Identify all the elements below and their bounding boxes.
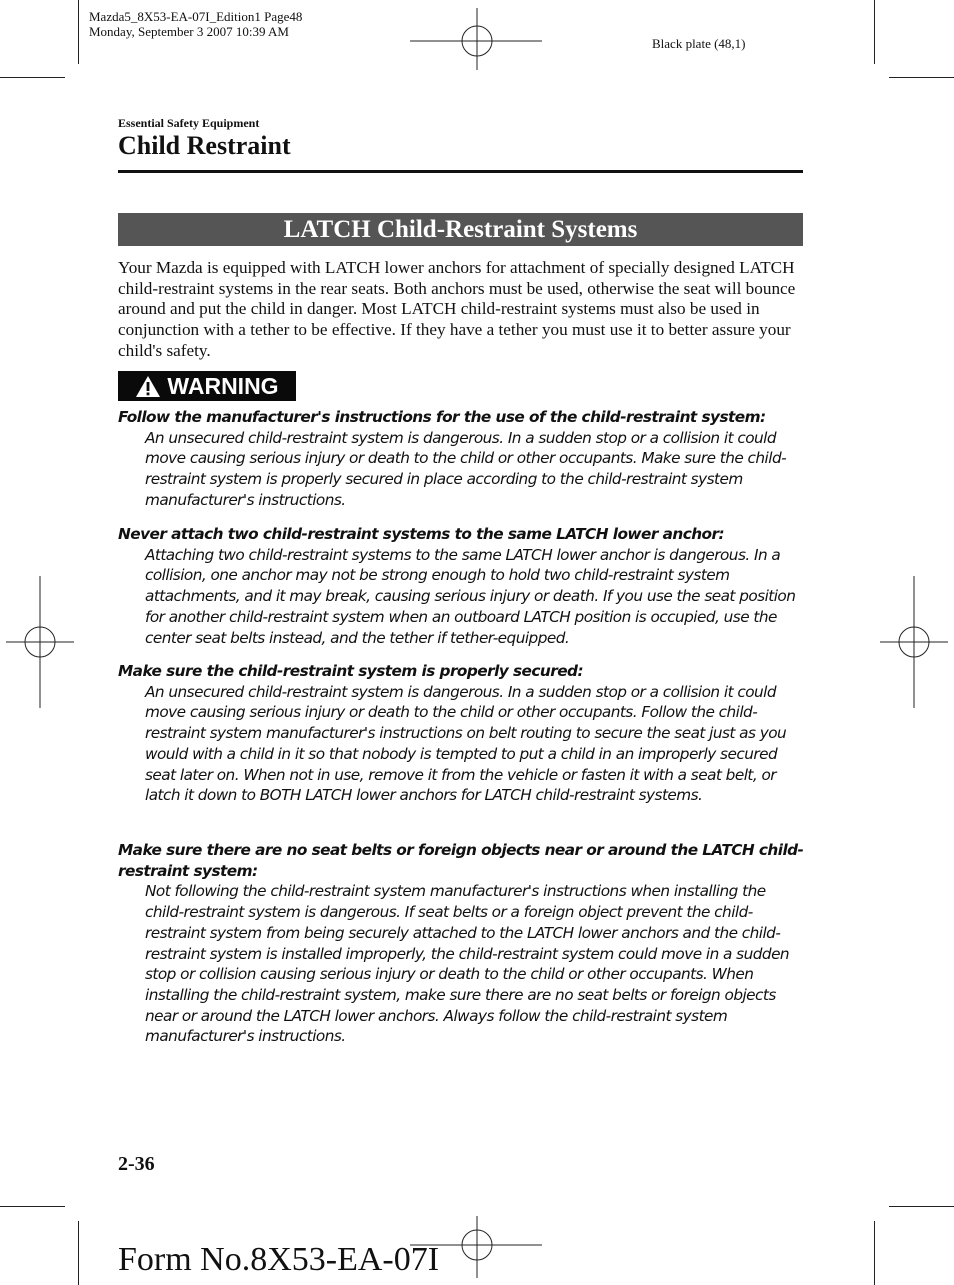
warning-heading: Make sure there are no seat belts or foreign objects near or around the LATCH child-restraint system: [118, 841, 804, 880]
warning-triangle-icon [135, 375, 161, 398]
warning-heading: Never attach two child-restraint systems to the same LATCH lower anchor: [118, 525, 725, 543]
warning-heading: Make sure the child-restraint system is properly secured: [118, 662, 584, 680]
crop-mark [78, 1221, 79, 1285]
form-number: Form No.8X53-EA-07I [118, 1241, 440, 1278]
chapter-title: Child Restraint [118, 131, 291, 160]
warning-item [118, 407, 808, 511]
print-plate: Black plate (48,1) [652, 36, 746, 51]
warning-item [118, 524, 808, 648]
crop-mark [874, 0, 875, 64]
registration-mark-icon [878, 576, 950, 708]
section-heading: LATCH Child-Restraint Systems [118, 213, 803, 246]
intro-paragraph: Your Mazda is equipped with LATCH lower anchors for attachment of specially designed LATCH child-restraint systems in the rear seats. Both anchors must be used, otherwise the seat will bounce around and put the child in danger. Most LATCH child-restraint systems must also be used in conjunction with a tether to be effective. If they have a tether you must use it to better assure your child's safety. [118, 258, 796, 360]
registration-mark-icon [4, 576, 76, 708]
crop-mark [78, 0, 79, 64]
section-label: Essential Safety Equipment [118, 116, 260, 130]
crop-mark [889, 77, 954, 78]
registration-mark-icon [410, 4, 542, 74]
title-rule [118, 170, 803, 173]
crop-mark [0, 1206, 65, 1207]
warning-badge [118, 371, 296, 401]
warning-heading: Follow the manufacturer's instructions for the use of the child-restraint system: [118, 408, 766, 426]
warning-body: Not following the child-restraint system manufacturer's instructions when installing the child-restraint system is dangerous. If seat belts or a foreign object prevent the child-restraint system from being securely attached to the LATCH lower anchors and the child-restraint system is installed improperly, the child-restraint system could move in a sudden stop or collision causing serious injury or death to the child or other occupants. When installing the child-restraint system, make sure there are no seat belts or foreign objects near or around the LATCH lower anchors. Always follow the child-restraint system manufacturer's instructions. [145, 882, 790, 1046]
print-file-line: Mazda5_8X53-EA-07I_Edition1 Page48 [89, 9, 303, 24]
warning-item [118, 661, 808, 806]
page-number: 2-36 [118, 1153, 155, 1175]
crop-mark [874, 1221, 875, 1285]
crop-mark [0, 77, 65, 78]
print-date-line: Monday, September 3 2007 10:39 AM [89, 24, 289, 39]
crop-mark [889, 1206, 954, 1207]
warning-item [118, 840, 808, 1047]
warning-body: An unsecured child-restraint system is dangerous. In a sudden stop or a collision it could move causing serious injury or death to the child or other occupants. Follow the child-restraint system manufacturer's instructions on belt routing to secure the seat just as you would with a child in it so that nobody is tempted to put a child in an improperly secured seat later on. When not in use, remove it from the vehicle or fasten it with a seat belt, or latch it down to BOTH LATCH lower anchors for LATCH child-restraint systems. [145, 682, 787, 805]
warning-body: An unsecured child-restraint system is dangerous. In a sudden stop or a collision it could move causing serious injury or death to the child or other occupants. Make sure the child-restraint system is properly secured in place according to the child-restraint system manufacturer's instructions. [145, 428, 787, 509]
warning-body: Attaching two child-restraint systems to the same LATCH lower anchor is dangerous. In a collision, one anchor may not be strong enough to hold two child-restraint system attachments, and it may break, causing serious injury or death. If you use the seat position for another child-restraint system when an outboard LATCH position is occupied, use the center seat belts instead, and the tether if tether-equipped. [145, 545, 796, 647]
warning-label: WARNING [167, 372, 279, 399]
